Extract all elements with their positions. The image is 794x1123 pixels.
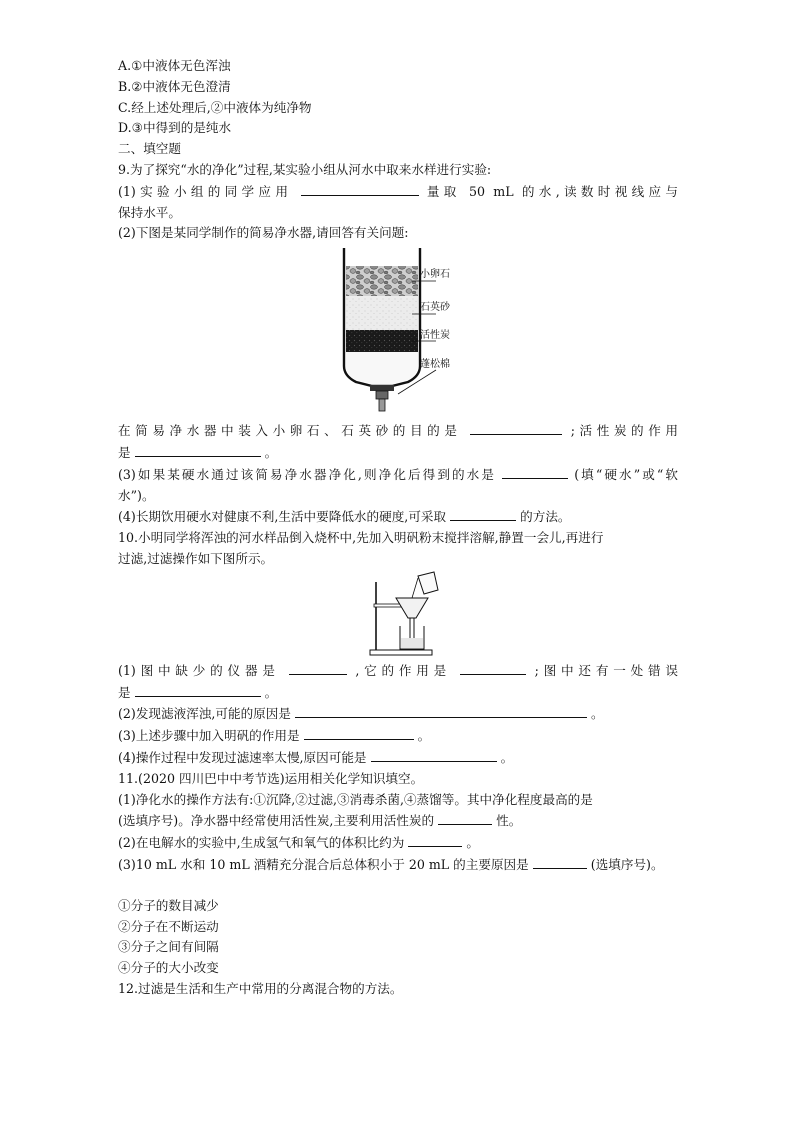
label-pebbles: 小卵石 xyxy=(420,269,450,281)
q9-part2-question xyxy=(118,420,678,442)
q10-p1-text-e: 。 xyxy=(264,684,278,700)
q10-part1 xyxy=(118,660,678,682)
q10-p1-text-a: (1)图中缺少的仪器是 xyxy=(118,662,280,678)
q9-p3-text-a: (3)如果某硬水通过该简易净水器净化,则净化后得到的水是 xyxy=(118,466,497,482)
filtration-apparatus-diagram xyxy=(118,570,678,660)
q9-p1-blank[interactable] xyxy=(301,181,419,196)
q11-option-3: ③分子之间有间隔 xyxy=(118,939,219,955)
q10-p1-text-c: ;图中还有一处错误 xyxy=(534,662,678,678)
q10-p2-text-b: 。 xyxy=(591,706,604,722)
choice-a: A.①中液体无色浑浊 xyxy=(118,58,231,73)
q10-p1-blank-3[interactable] xyxy=(135,682,261,697)
q9-part2-question-cont xyxy=(118,442,678,464)
q12-stem: 12.过滤是生活和生产中常用的分离混合物的方法。 xyxy=(118,980,403,996)
label-quartz-sand: 石英砂 xyxy=(420,302,450,314)
q9-part3 xyxy=(118,464,678,486)
q10-p1-text-d: 是 xyxy=(118,684,131,700)
q11-p1-text-c: 性。 xyxy=(496,813,522,829)
q9-p1-text-c: 保持水平。 xyxy=(118,204,181,220)
q11-stem: 11.(2020 四川巴中中考节选)运用相关化学知识填空。 xyxy=(118,770,424,786)
q9-p4-text-b: 的方法。 xyxy=(520,509,571,525)
q9-p4-blank[interactable] xyxy=(450,506,516,521)
q9-p2-text-b: ;活性炭的作用 xyxy=(570,423,678,439)
choice-b: B.②中液体无色澄清 xyxy=(118,78,231,94)
q9-p3-blank[interactable] xyxy=(502,464,568,479)
spacer xyxy=(118,876,678,896)
q10-p4-text-a: (4)操作过程中发现过滤速率太慢,原因可能是 xyxy=(118,749,367,765)
q10-part4 xyxy=(118,747,678,769)
choice-d: D.③中得到的是纯水 xyxy=(118,120,232,136)
q11-p1-text-b: (选填序号)。净水器中经常使用活性炭,主要利用活性炭的 xyxy=(118,813,435,829)
q11-p3-blank[interactable] xyxy=(533,854,587,869)
filtration-figure xyxy=(118,570,678,660)
q10-p1-blank-1[interactable] xyxy=(289,660,347,675)
q11-option-2: ②分子在不断运动 xyxy=(118,918,219,934)
q9-p3-text-b: (填“硬水”或“软 xyxy=(574,466,678,482)
label-cotton: 蓬松棉 xyxy=(420,359,450,371)
q10-stem-1: 10.小明同学将浑浊的河水样品倒入烧杯中,先加入明矾粉末搅拌溶解,静置一会儿,再进行 xyxy=(118,530,604,546)
q11-p1-blank[interactable] xyxy=(438,810,492,825)
q9-p3-text-c: 水”)。 xyxy=(118,487,155,503)
q9-p2-blank-2[interactable] xyxy=(135,442,261,457)
q10-p2-blank[interactable] xyxy=(295,703,587,718)
q9-p2-text-a: 在简易净水器中装入小卵石、石英砂的目的是 xyxy=(118,423,462,439)
section-title: 二、填空题 xyxy=(118,141,181,157)
choice-c: C.经上述处理后,②中液体为纯净物 xyxy=(118,99,312,115)
worksheet-page xyxy=(118,56,678,1000)
q11-option-1: ①分子的数目减少 xyxy=(118,897,219,913)
label-activated-carbon: 活性炭 xyxy=(420,330,450,342)
q9-part2-intro: (2)下图是某同学制作的简易净水器,请回答有关问题: xyxy=(118,225,409,241)
q9-p2-text-c: 是 xyxy=(118,444,131,460)
q10-part2 xyxy=(118,703,678,725)
q11-p2-text-b: 。 xyxy=(466,835,479,851)
q10-p3-text-b: 。 xyxy=(417,728,431,744)
q11-p3-text-a: (3)10 mL 水和 10 mL 酒精充分混合后总体积小于 20 mL 的主要原因是 xyxy=(118,856,529,872)
q11-part2 xyxy=(118,832,678,854)
q10-p1-blank-2[interactable] xyxy=(460,660,526,675)
q10-p4-blank[interactable] xyxy=(371,747,497,762)
water-filter-figure xyxy=(118,244,678,420)
q9-p4-text-a: (4)长期饮用硬水对健康不利,生活中要降低水的硬度,可采取 xyxy=(118,509,447,525)
q10-p1-text-b: ,它的作用是 xyxy=(355,662,452,678)
q10-p2-text-a: (2)发现滤液浑浊,可能的原因是 xyxy=(118,706,291,722)
q10-p4-text-b: 。 xyxy=(500,749,514,765)
q10-part1-cont xyxy=(118,682,678,704)
q9-p2-text-d: 。 xyxy=(264,444,278,460)
q10-stem-2: 过滤,过滤操作如下图所示。 xyxy=(118,550,274,566)
q11-p3-text-b: (选填序号)。 xyxy=(590,856,664,872)
q11-part1-cont xyxy=(118,810,678,832)
q9-p1-text-a: (1)实验小组的同学应用 xyxy=(118,183,293,199)
q11-p2-blank[interactable] xyxy=(408,832,462,847)
q11-p1-text-a: (1)净化水的操作方法有:①沉降,②过滤,③消毒杀菌,④蒸馏等。其中净化程度最高的是 xyxy=(118,791,593,807)
water-filter-diagram xyxy=(118,244,678,420)
q10-part3 xyxy=(118,725,678,747)
q9-stem: 9.为了探究“水的净化”过程,某实验小组从河水中取来水样进行实验: xyxy=(118,161,492,177)
q11-p2-text-a: (2)在电解水的实验中,生成氢气和氧气的体积比约为 xyxy=(118,835,405,851)
q9-part4 xyxy=(118,506,678,528)
q11-option-4: ④分子的大小改变 xyxy=(118,960,219,976)
q9-p2-blank-1[interactable] xyxy=(470,420,562,435)
q9-part1-line1 xyxy=(118,181,678,203)
q10-p3-blank[interactable] xyxy=(304,725,414,740)
q11-part3 xyxy=(118,854,678,876)
q9-p1-text-b: 量取 50 mL 的水,读数时视线应与 xyxy=(426,183,678,199)
q10-p3-text-a: (3)上述步骤中加入明矾的作用是 xyxy=(118,728,300,744)
